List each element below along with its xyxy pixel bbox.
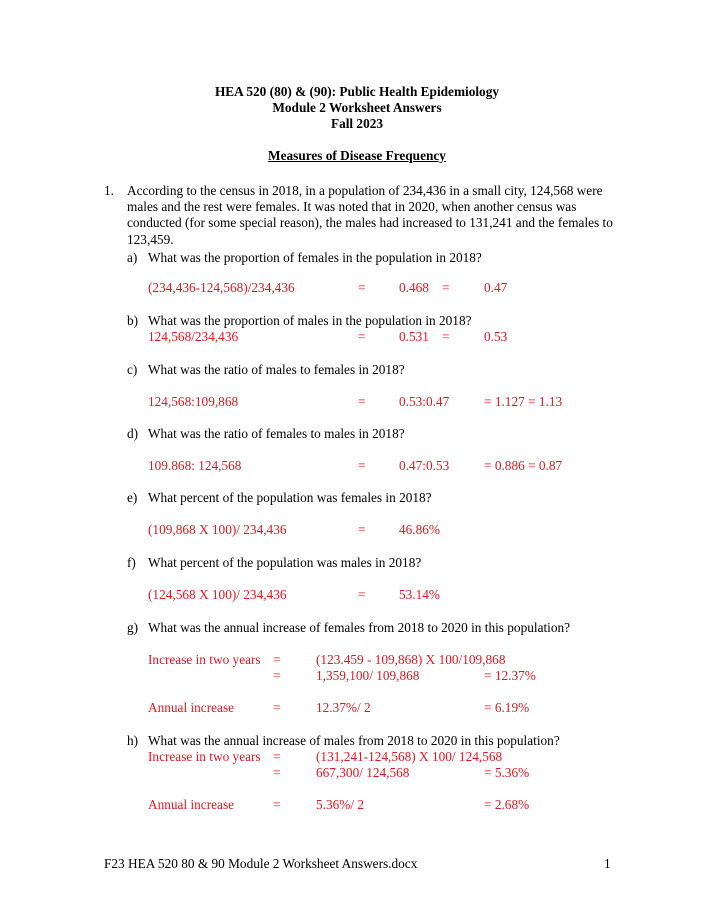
part-a-letter: a) xyxy=(127,250,138,265)
part-d-letter: d) xyxy=(127,426,139,441)
part-a-calc: (234,436-124,568)/234,436 xyxy=(148,280,295,295)
part-c-prompt: What was the ratio of males to females in 2018? xyxy=(148,362,405,377)
part-f-prompt: What percent of the population was males in 2018? xyxy=(148,555,422,570)
part-e-prompt: What percent of the population was females in 2018? xyxy=(148,490,432,505)
part-h-annual-eq: = xyxy=(273,797,281,812)
part-b-eq2: = xyxy=(442,329,450,344)
part-g-annual-label: Annual increase xyxy=(148,700,235,715)
part-c-calc: 124,568:109,868 xyxy=(148,394,239,409)
part-b-calc: 124,568/234,436 xyxy=(148,329,239,344)
part-h-increase-label: Increase in two years xyxy=(148,749,261,764)
part-d-calc: 109.868: 124,568 xyxy=(148,458,242,473)
part-h-increase-expr: (131,241-124,568) X 100/ 124,568 xyxy=(316,749,503,764)
part-h-increase-result: = 5.36% xyxy=(484,765,530,780)
part-d-rounded: = 0.886 = 0.87 xyxy=(484,458,563,473)
part-h-increase-eq: = xyxy=(273,749,281,764)
part-g-prompt: What was the annual increase of females from 2018 to 2020 in this population? xyxy=(148,620,571,635)
part-g-increase2-expr: 1,359,100/ 109,868 xyxy=(316,668,420,683)
section-title-text: Measures of Disease Frequency xyxy=(268,148,446,163)
part-e-value: 46.86% xyxy=(399,522,440,537)
question-text: According to the census in 2018, in a population of 234,436 in a small city, 124,568 were males and the rest were females. It was noted that in 2020, when another census was conducted (for some special reason), the males had increased to 131,241 and the females to 123,459. xyxy=(127,183,613,247)
part-a-eq1: = xyxy=(358,280,366,295)
part-g-increase-eq: = xyxy=(273,652,281,667)
part-h-prompt: What was the annual increase of males from 2018 to 2020 in this population? xyxy=(148,733,560,748)
part-g-letter: g) xyxy=(127,620,139,635)
part-f-value: 53.14% xyxy=(399,587,440,602)
part-b-value: 0.531 xyxy=(399,329,429,344)
part-a-rounded: 0.47 xyxy=(484,280,508,295)
part-h-increase2-expr: 667,300/ 124,568 xyxy=(316,765,410,780)
part-f-calc: (124,568 X 100)/ 234,436 xyxy=(148,587,287,602)
part-h-annual-result: = 2.68% xyxy=(484,797,530,812)
part-b-eq1: = xyxy=(358,329,366,344)
part-b-prompt: What was the proportion of males in the population in 2018? xyxy=(148,313,472,328)
part-d-value: 0.47:0.53 xyxy=(399,458,450,473)
part-g-annual-expr: 12.37%/ 2 xyxy=(316,700,371,715)
part-d-eq1: = xyxy=(358,458,366,473)
part-f-eq1: = xyxy=(358,587,366,602)
part-d-prompt: What was the ratio of females to males in 2018? xyxy=(148,426,405,441)
document-title: Module 2 Worksheet Answers xyxy=(272,100,442,115)
part-f-letter: f) xyxy=(127,555,136,570)
part-h-annual-expr: 5.36%/ 2 xyxy=(316,797,365,812)
part-e-calc: (109,868 X 100)/ 234,436 xyxy=(148,522,287,537)
part-c-rounded: = 1.127 = 1.13 xyxy=(484,394,563,409)
course-title: HEA 520 (80) & (90): Public Health Epidemiology xyxy=(214,84,500,99)
footer-page-number: 1 xyxy=(604,856,611,871)
part-h-letter: h) xyxy=(127,733,139,748)
part-g-increase2-eq: = xyxy=(273,668,281,683)
part-c-value: 0.53:0.47 xyxy=(399,394,450,409)
part-a-prompt: What was the proportion of females in the population in 2018? xyxy=(148,250,482,265)
question-number: 1. xyxy=(104,183,114,198)
section-title xyxy=(0,148,714,164)
part-e-eq1: = xyxy=(358,522,366,537)
part-g-annual-eq: = xyxy=(273,700,281,715)
part-b-letter: b) xyxy=(127,313,139,328)
part-a-value: 0.468 xyxy=(399,280,429,295)
term-label: Fall 2023 xyxy=(330,116,384,131)
part-c-eq1: = xyxy=(358,394,366,409)
part-g-increase-label: Increase in two years xyxy=(148,652,261,667)
part-a-eq2: = xyxy=(442,280,450,295)
footer-filename: F23 HEA 520 80 & 90 Module 2 Worksheet Answers.docx xyxy=(104,856,418,871)
part-e-letter: e) xyxy=(127,490,138,505)
part-b-rounded: 0.53 xyxy=(484,329,508,344)
part-g-increase-expr: (123.459 - 109,868) X 100/109,868 xyxy=(316,652,506,667)
part-h-annual-label: Annual increase xyxy=(148,797,235,812)
part-g-annual-result: = 6.19% xyxy=(484,700,530,715)
part-h-increase2-eq: = xyxy=(273,765,281,780)
part-c-letter: c) xyxy=(127,362,138,377)
part-g-increase-result: = 12.37% xyxy=(484,668,536,683)
